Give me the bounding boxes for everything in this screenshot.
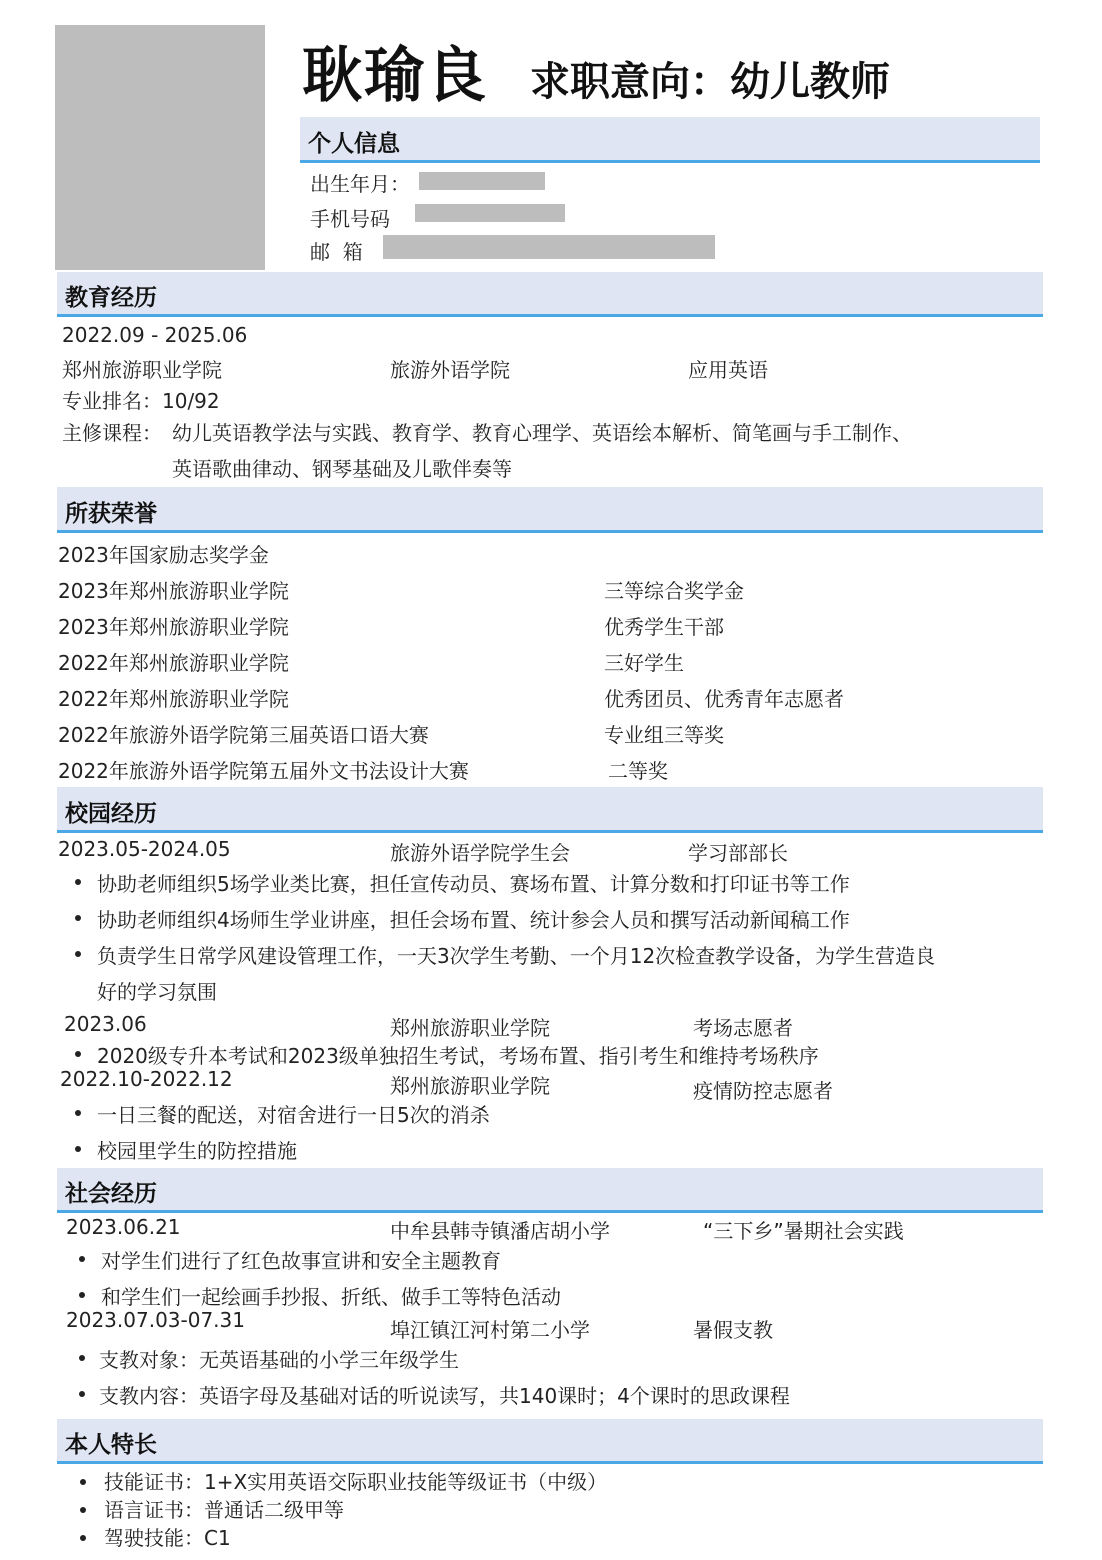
section-title: 所获荣誉 <box>65 501 157 527</box>
campus-bullet: 2020级专升本考试和2023级单独招生考试，考场布置、指引考生和维持考场秩序 <box>97 1044 819 1068</box>
social-role: 暑假支教 <box>693 1318 773 1342</box>
email-redacted <box>383 235 715 259</box>
campus-bullet: 协助老师组织4场师生学业讲座，担任会场布置、统计参会人员和撰写活动新闻稿工作 <box>97 908 850 932</box>
campus-bullet: 协助老师组织5场学业类比赛，担任宣传动员、赛场布置、计算分数和打印证书等工作 <box>97 872 850 896</box>
courses-line-2: 英语歌曲律动、钢琴基础及儿歌伴奏等 <box>172 457 512 481</box>
social-org: 中牟县韩寺镇潘店胡小学 <box>390 1219 610 1243</box>
honor-first: 2023年国家励志奖学金 <box>58 543 269 567</box>
phone-label: 手机号码 <box>310 207 390 231</box>
bullet-dot <box>75 951 81 957</box>
honor-item-left: 2022年旅游外语学院第五届外文书法设计大赛 <box>58 759 469 783</box>
honor-item-right: 二等奖 <box>608 759 668 783</box>
email-label: 邮 箱 <box>310 240 363 264</box>
campus-bullet: 校园里学生的防控措施 <box>97 1139 297 1163</box>
honor-item-left: 2022年旅游外语学院第三届英语口语大赛 <box>58 723 429 747</box>
bullet-dot <box>75 1110 81 1116</box>
campus-bullet: 负责学生日常学风建设管理工作，一天3次学生考勤、一个月12次检查教学设备，为学生营造良 <box>97 944 936 968</box>
social-org: 埠江镇江河村第二小学 <box>390 1318 590 1342</box>
honor-item-right: 优秀学生干部 <box>604 615 724 639</box>
phone-redacted <box>415 204 565 222</box>
bullet-dot <box>75 915 81 921</box>
campus-period: 2022.10-2022.12 <box>60 1067 233 1091</box>
section-title: 社会经历 <box>65 1181 157 1207</box>
social-bullet: 支教内容：英语字母及基础对话的听说读写，共140课时；4个课时的思政课程 <box>99 1384 790 1408</box>
skill-item: 技能证书：1+X实用英语交际职业技能等级证书（中级） <box>104 1470 608 1494</box>
honor-item-right: 专业组三等奖 <box>604 723 724 747</box>
social-bullet: 对学生们进行了红色故事宣讲和安全主题教育 <box>101 1249 501 1273</box>
bullet-dot <box>75 879 81 885</box>
campus-period: 2023.05-2024.05 <box>58 837 231 861</box>
edu-school: 郑州旅游职业学院 <box>62 358 222 382</box>
campus-org: 郑州旅游职业学院 <box>390 1074 550 1098</box>
job-intent: 求职意向：幼儿教师 <box>530 59 890 105</box>
edu-period: 2022.09 - 2025.06 <box>62 323 248 347</box>
bullet-dot <box>79 1256 85 1262</box>
edu-rank: 专业排名：10/92 <box>62 389 220 413</box>
section-personal-info <box>300 117 1040 163</box>
skill-item: 语言证书：普通话二级甲等 <box>104 1498 344 1522</box>
edu-major: 应用英语 <box>688 358 768 382</box>
skill-item: 驾驶技能：C1 <box>104 1526 231 1550</box>
social-bullet: 和学生们一起绘画手抄报、折纸、做手工等特色活动 <box>101 1285 561 1309</box>
campus-period: 2023.06 <box>64 1012 147 1036</box>
edu-department: 旅游外语学院 <box>390 358 510 382</box>
honor-item-right: 三好学生 <box>604 651 684 675</box>
section-campus <box>57 787 1043 833</box>
campus-role: 考场志愿者 <box>693 1016 793 1040</box>
honor-item-left: 2022年郑州旅游职业学院 <box>58 651 289 675</box>
honor-item-left: 2023年郑州旅游职业学院 <box>58 615 289 639</box>
birth-redacted <box>419 172 545 190</box>
birth-label: 出生年月： <box>310 172 410 196</box>
section-education <box>57 272 1043 317</box>
bullet-dot <box>75 1146 81 1152</box>
honor-item-right: 三等综合奖学金 <box>604 579 744 603</box>
section-social <box>57 1168 1043 1213</box>
section-title: 个人信息 <box>308 131 400 157</box>
social-role: “三下乡”暑期社会实践 <box>703 1219 904 1243</box>
campus-bullet-continued: 好的学习氛围 <box>97 980 217 1004</box>
bullet-dot <box>75 1051 81 1057</box>
campus-org: 郑州旅游职业学院 <box>390 1016 550 1040</box>
section-skills <box>57 1419 1043 1464</box>
bullet-dot <box>79 1391 85 1397</box>
campus-role: 学习部部长 <box>688 841 788 865</box>
courses-label: 主修课程： <box>62 421 162 445</box>
campus-bullet: 一日三餐的配送，对宿舍进行一日5次的消杀 <box>97 1103 490 1127</box>
campus-org: 旅游外语学院学生会 <box>390 841 570 865</box>
bullet-dot <box>80 1507 86 1513</box>
section-title: 本人特长 <box>65 1432 157 1458</box>
campus-role: 疫情防控志愿者 <box>693 1079 833 1103</box>
honor-item-right: 优秀团员、优秀青年志愿者 <box>604 687 844 711</box>
honor-item-left: 2023年郑州旅游职业学院 <box>58 579 289 603</box>
bullet-dot <box>80 1479 86 1485</box>
courses-line-1: 幼儿英语教学法与实践、教育学、教育心理学、英语绘本解析、简笔画与手工制作、 <box>172 421 912 445</box>
bullet-dot <box>79 1355 85 1361</box>
bullet-dot <box>79 1292 85 1298</box>
profile-photo <box>55 25 265 270</box>
section-title: 校园经历 <box>65 801 157 827</box>
honor-item-left: 2022年郑州旅游职业学院 <box>58 687 289 711</box>
bullet-dot <box>80 1535 86 1541</box>
section-honors <box>57 487 1043 533</box>
section-title: 教育经历 <box>65 285 157 311</box>
candidate-name: 耿瑜良 <box>302 41 488 111</box>
social-period: 2023.07.03-07.31 <box>66 1308 245 1332</box>
social-bullet: 支教对象：无英语基础的小学三年级学生 <box>99 1348 459 1372</box>
social-period: 2023.06.21 <box>66 1215 181 1239</box>
